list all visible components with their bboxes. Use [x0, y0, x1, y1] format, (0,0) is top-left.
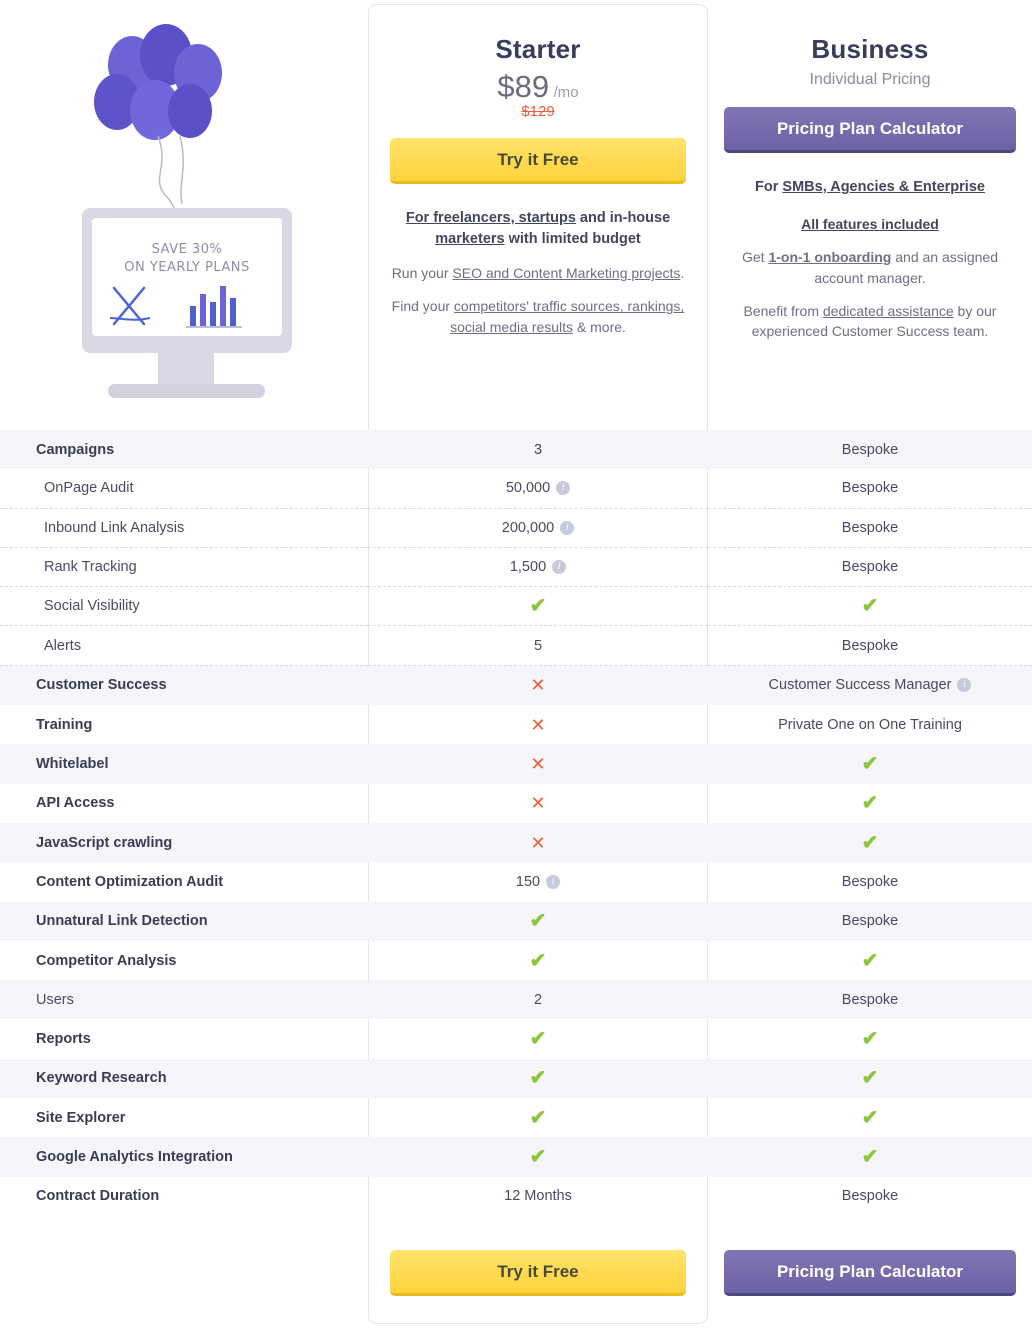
business-cell — [708, 862, 1032, 901]
starter-p1-c: . — [680, 265, 685, 282]
monitor-balloons-illustration — [30, 18, 360, 418]
feature-name: JavaScript crawling — [36, 834, 173, 851]
starter-p1-b: SEO and Content Marketing projects — [452, 265, 681, 282]
feature-name: Competitor Analysis — [36, 952, 177, 969]
check-icon: ✔ — [529, 595, 547, 618]
check-icon: ✔ — [861, 753, 879, 776]
starter-plan-header — [368, 0, 708, 430]
business-cell — [708, 1137, 1032, 1176]
cross-icon: ✕ — [530, 714, 546, 735]
check-icon: ✔ — [861, 1028, 879, 1051]
table-row — [0, 941, 1032, 980]
pricing-plan-calculator-button-top[interactable]: Pricing Plan Calculator — [724, 107, 1016, 153]
business-cell — [708, 941, 1032, 980]
business-cell — [708, 980, 1032, 1019]
table-row — [0, 666, 1032, 705]
feature-name: OnPage Audit — [0, 469, 368, 508]
business-value: Bespoke — [841, 559, 899, 576]
table-row — [0, 509, 1032, 548]
feature-name: Reports — [36, 1031, 91, 1048]
business-lead-a: For — [755, 179, 783, 195]
footer-starter-cta — [368, 1232, 708, 1296]
feature-name: Site Explorer — [36, 1109, 126, 1126]
business-para-1 — [730, 247, 1010, 288]
business-cell — [708, 587, 1032, 626]
starter-para-1 — [390, 263, 686, 283]
starter-para-2 — [390, 296, 686, 337]
starter-try-it-free-button-top[interactable]: Try it Free — [390, 138, 686, 184]
starter-cell — [368, 469, 708, 508]
business-cell — [708, 902, 1032, 941]
table-row — [0, 1177, 1032, 1216]
business-plan-header — [708, 0, 1032, 430]
table-row — [0, 744, 1032, 783]
monitor-screen — [92, 218, 282, 336]
starter-cell — [368, 705, 708, 744]
table-row — [0, 784, 1032, 823]
feature-name: Social Visibility — [0, 587, 368, 626]
screen-text-line2: ON YEARLY PLANS — [124, 260, 250, 275]
starter-p2-b: competitors' traffic sources, rankings, social media results — [450, 298, 685, 335]
feature-name: API Access — [36, 795, 115, 812]
illustration-column — [0, 0, 368, 430]
table-row — [0, 862, 1032, 901]
monitor-neck — [158, 353, 214, 387]
business-value: Bespoke — [841, 873, 899, 890]
starter-cell — [368, 823, 708, 862]
info-icon[interactable]: i — [957, 678, 971, 692]
starter-value: 3 — [533, 441, 543, 458]
check-icon: ✔ — [529, 1067, 547, 1090]
starter-lead — [390, 208, 686, 250]
feature-name: Campaigns — [36, 441, 115, 458]
table-row — [0, 1019, 1032, 1058]
check-icon: ✔ — [861, 792, 879, 815]
starter-cell — [368, 587, 708, 626]
check-icon: ✔ — [529, 1145, 547, 1168]
starter-cell — [368, 1177, 708, 1216]
business-cell — [708, 823, 1032, 862]
business-value: Bespoke — [841, 519, 899, 536]
check-icon: ✔ — [529, 1028, 547, 1051]
feature-name: Content Optimization Audit — [36, 873, 224, 890]
business-p2-c: by our experienced Customer Success team. — [751, 302, 997, 340]
starter-price-old: $129 — [521, 103, 555, 120]
table-row — [0, 1137, 1032, 1176]
starter-value: 150 — [515, 873, 541, 890]
starter-cell — [368, 941, 708, 980]
business-value: Bespoke — [841, 1188, 899, 1205]
starter-cell — [368, 784, 708, 823]
check-icon: ✔ — [529, 1106, 547, 1129]
footer-spacer — [0, 1232, 368, 1296]
business-cell — [708, 469, 1032, 508]
monitor-base — [108, 384, 265, 398]
starter-p2-c: & more. — [573, 318, 626, 335]
table-row — [0, 587, 1032, 626]
table-row — [0, 1098, 1032, 1137]
business-description — [708, 177, 1032, 342]
starter-p2-a: Find your — [391, 298, 454, 315]
business-p2-a: Benefit from — [743, 302, 823, 319]
starter-lead-a: For freelancers, startups — [405, 210, 576, 226]
business-lead-b: SMBs, Agencies & Enterprise — [782, 179, 985, 195]
starter-cell — [368, 430, 708, 469]
starter-lead-c: marketers — [435, 231, 505, 248]
business-lead — [730, 177, 1010, 198]
starter-cell — [368, 1137, 708, 1176]
business-p1-b: 1-on-1 onboarding — [768, 249, 892, 266]
footer-cta-row — [0, 1216, 1032, 1296]
starter-cell — [368, 1098, 708, 1137]
check-icon: ✔ — [861, 949, 879, 972]
starter-cell — [368, 1059, 708, 1098]
business-plan-name: Business — [811, 34, 929, 64]
starter-cell — [368, 666, 708, 705]
business-value: Private One on One Training — [778, 716, 962, 733]
starter-cell — [368, 862, 708, 901]
feature-comparison-table — [0, 430, 1032, 1216]
table-row — [0, 902, 1032, 941]
feature-name: Rank Tracking — [0, 548, 368, 587]
table-row — [0, 823, 1032, 862]
starter-try-it-free-button-bottom[interactable]: Try it Free — [390, 1250, 686, 1296]
check-icon: ✔ — [861, 595, 879, 618]
business-cell — [708, 1098, 1032, 1137]
pricing-plan-calculator-button-bottom[interactable]: Pricing Plan Calculator — [724, 1250, 1016, 1296]
feature-name: Training — [36, 716, 93, 733]
cross-icon: ✕ — [530, 832, 546, 853]
business-plan-subtitle: Individual Pricing — [809, 71, 931, 88]
starter-value: 50,000 — [505, 480, 551, 497]
business-value: Customer Success Manager — [768, 677, 952, 694]
business-cell — [708, 784, 1032, 823]
starter-price-block — [368, 69, 708, 120]
starter-value: 2 — [533, 991, 543, 1008]
starter-p1-a: Run your — [391, 265, 453, 282]
info-icon[interactable]: i — [560, 521, 574, 535]
feature-name: Google Analytics Integration — [36, 1148, 233, 1165]
starter-value: 12 Months — [504, 1188, 572, 1205]
starter-price: $89 — [497, 69, 550, 104]
feature-name: Inbound Link Analysis — [0, 509, 368, 548]
screen-chart-icon — [92, 278, 282, 338]
starter-cell — [368, 980, 708, 1019]
footer-business-cta — [708, 1232, 1032, 1296]
business-value: Bespoke — [841, 480, 899, 497]
table-row — [0, 430, 1032, 469]
check-icon: ✔ — [861, 1145, 879, 1168]
check-icon: ✔ — [529, 910, 547, 933]
business-cell — [708, 509, 1032, 548]
business-value: Bespoke — [841, 441, 899, 458]
business-p0: All features included — [801, 216, 939, 233]
monitor-icon — [82, 208, 292, 353]
feature-name: Alerts — [0, 626, 368, 665]
starter-value: 1,500 — [509, 559, 547, 576]
business-value: Bespoke — [841, 913, 899, 930]
starter-value: 5 — [533, 637, 543, 654]
business-value: Bespoke — [841, 991, 899, 1008]
cross-icon: ✕ — [530, 793, 546, 814]
table-row — [0, 548, 1032, 587]
business-para-2 — [730, 301, 1010, 342]
business-p1-c: and an assigned account manager. — [814, 249, 998, 286]
feature-name: Keyword Research — [36, 1070, 167, 1087]
info-icon[interactable]: i — [546, 875, 560, 889]
info-icon[interactable]: i — [552, 560, 566, 574]
check-icon: ✔ — [529, 949, 547, 972]
business-cell — [708, 705, 1032, 744]
table-row — [0, 980, 1032, 1019]
table-row — [0, 626, 1032, 665]
check-icon: ✔ — [861, 1067, 879, 1090]
feature-name: Users — [36, 991, 74, 1008]
starter-cell — [368, 744, 708, 783]
starter-description — [368, 208, 708, 337]
starter-plan-name: Starter — [495, 34, 581, 64]
feature-name: Contract Duration — [36, 1188, 160, 1205]
feature-name: Whitelabel — [36, 756, 109, 773]
cross-icon: ✕ — [530, 675, 546, 696]
cross-icon: ✕ — [530, 754, 546, 775]
feature-name: Unnatural Link Detection — [36, 913, 208, 930]
business-cell — [708, 1177, 1032, 1216]
starter-cell — [368, 548, 708, 587]
business-p1-a: Get — [742, 249, 769, 266]
business-cell — [708, 1059, 1032, 1098]
table-row — [0, 469, 1032, 508]
check-icon: ✔ — [861, 1106, 879, 1129]
table-row — [0, 1059, 1032, 1098]
business-cell — [708, 548, 1032, 587]
starter-cell — [368, 626, 708, 665]
business-p2-b: dedicated assistance — [822, 302, 954, 319]
starter-cell — [368, 902, 708, 941]
check-icon: ✔ — [861, 831, 879, 854]
business-cell — [708, 430, 1032, 469]
feature-name: Customer Success — [36, 677, 167, 694]
starter-price-period: /mo — [553, 84, 579, 101]
business-cell — [708, 744, 1032, 783]
business-value: Bespoke — [841, 637, 899, 654]
table-row — [0, 705, 1032, 744]
starter-cell — [368, 509, 708, 548]
starter-lead-d: with limited budget — [504, 231, 641, 248]
starter-value: 200,000 — [501, 519, 555, 536]
info-icon[interactable]: i — [556, 481, 570, 495]
starter-cell — [368, 1019, 708, 1058]
starter-lead-b: and in-house — [575, 210, 671, 226]
screen-text-line1: SAVE 30% — [151, 242, 223, 257]
business-para-0 — [730, 214, 1010, 234]
business-cell — [708, 666, 1032, 705]
plans-header — [0, 0, 1032, 430]
business-cell — [708, 1019, 1032, 1058]
business-cell — [708, 626, 1032, 665]
